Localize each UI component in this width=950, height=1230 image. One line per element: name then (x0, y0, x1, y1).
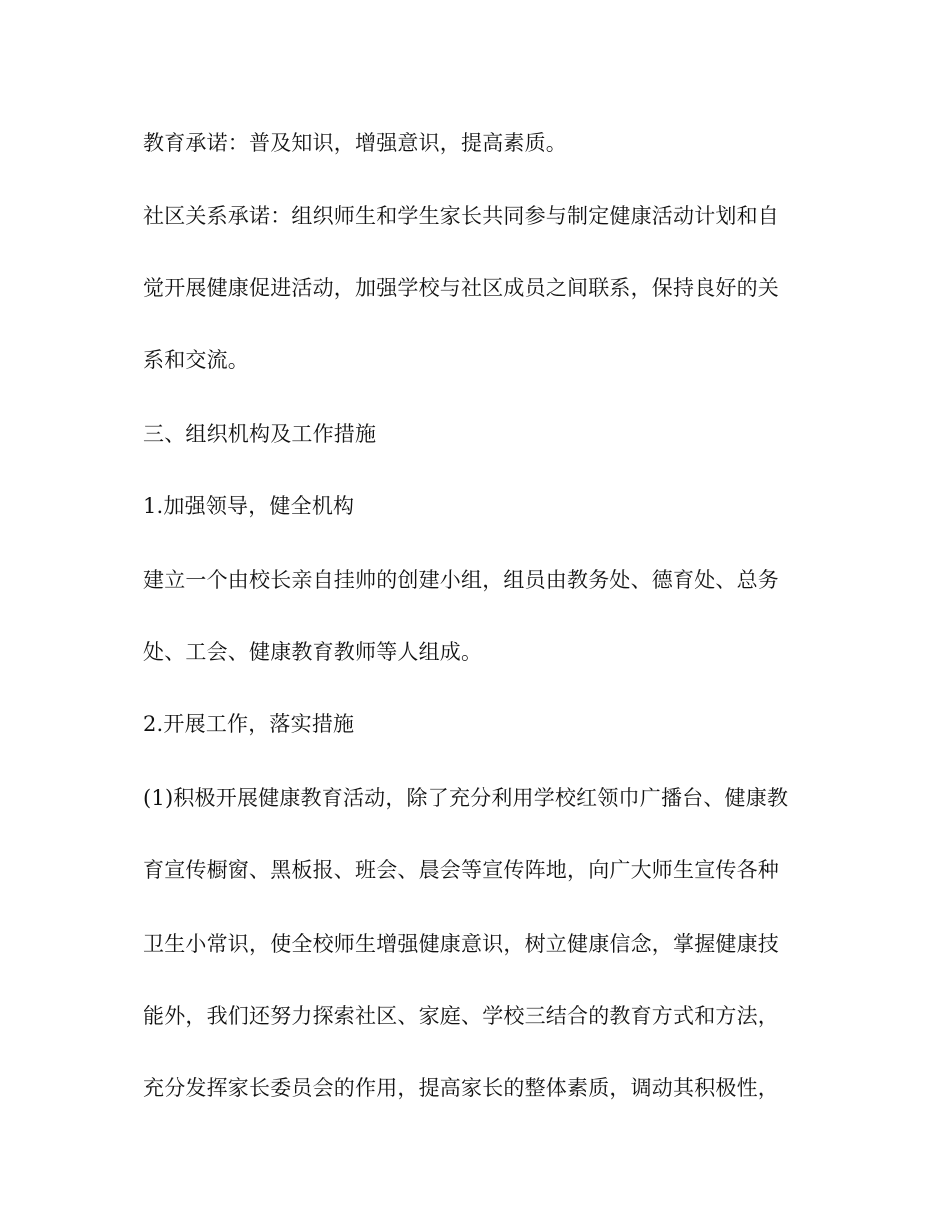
paragraph-activities-line-4: 能外，我们还努力探索社区、家庭、学校三结合的教育方式和方法， (143, 1004, 779, 1028)
subheading-leadership: 1.加强领导，健全机构 (143, 494, 355, 518)
paragraph-team-line-1: 建立一个由校长亲自挂帅的创建小组，组员由教务处、德育处、总务 (143, 568, 779, 592)
paragraph-community-commitment-line-2: 觉开展健康促进活动，加强学校与社区成员之间联系，保持良好的关 (143, 276, 779, 300)
paragraph-activities-line-3: 卫生小常识，使全校师生增强健康意识，树立健康信念，掌握健康技 (143, 932, 779, 956)
paragraph-activities-line-5: 充分发挥家长委员会的作用，提高家长的整体素质，调动其积极性， (143, 1076, 779, 1100)
paragraph-education-commitment: 教育承诺：普及知识，增强意识，提高素质。 (143, 131, 567, 155)
paragraph-activities-line-1: (1)积极开展健康教育活动，除了充分利用学校红领巾广播台、健康教 (143, 786, 789, 810)
paragraph-community-commitment-line-1: 社区关系承诺：组织师生和学生家长共同参与制定健康活动计划和自 (143, 204, 779, 228)
paragraph-team-line-2: 处、工会、健康教育教师等人组成。 (143, 640, 483, 664)
subheading-work-measures: 2.开展工作，落实措施 (143, 712, 355, 736)
section-heading-organization: 三、组织机构及工作措施 (143, 422, 377, 446)
paragraph-community-commitment-line-3: 系和交流。 (143, 348, 249, 372)
paragraph-activities-line-2: 育宣传橱窗、黑板报、班会、晨会等宣传阵地，向广大师生宣传各种 (143, 858, 779, 882)
